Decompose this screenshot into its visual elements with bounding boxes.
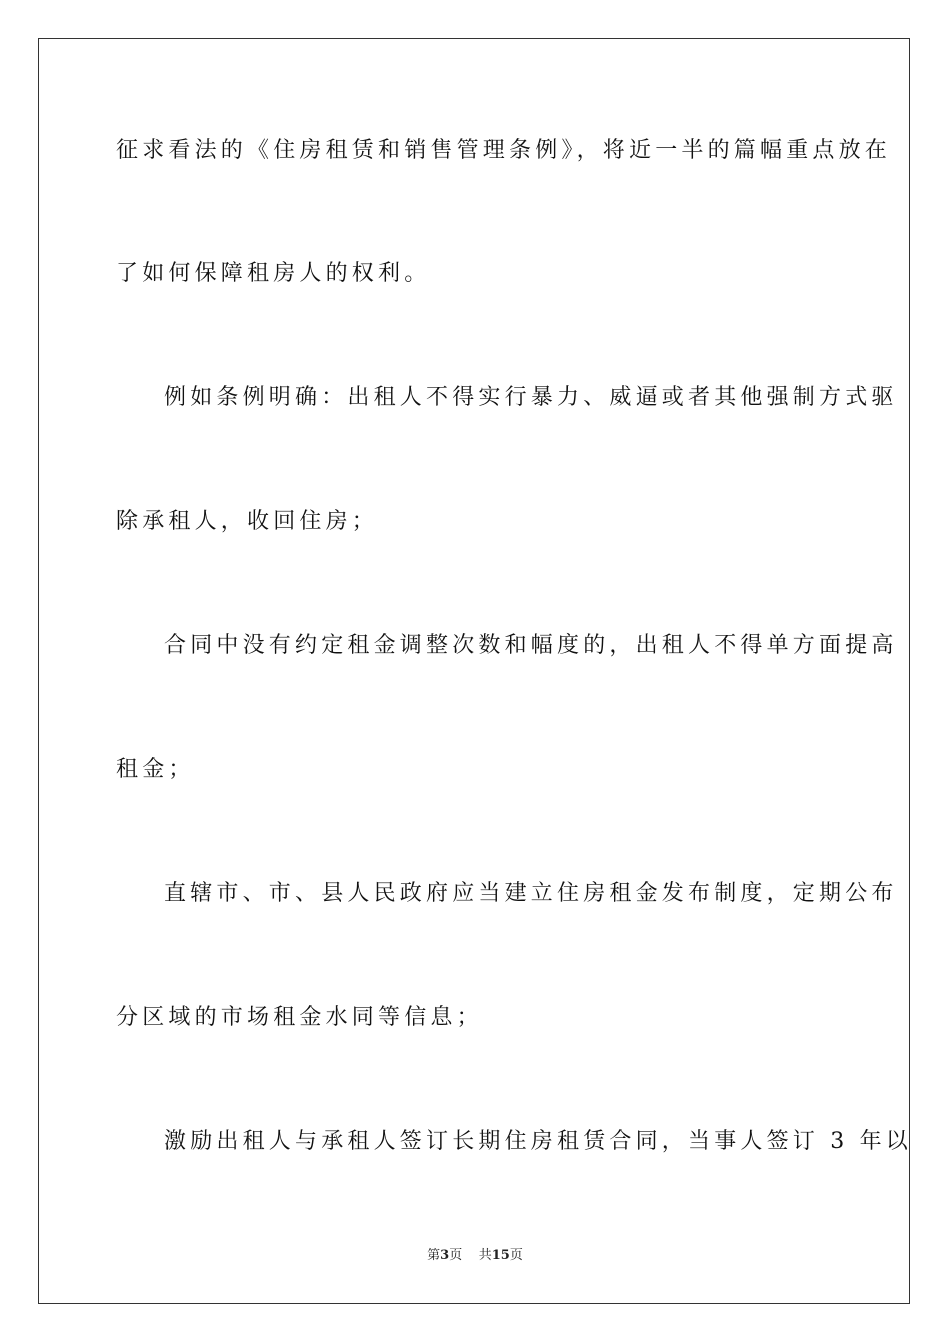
total-suffix: 页 (509, 1248, 523, 1263)
page-border (38, 38, 910, 1304)
page-prefix: 第 (427, 1248, 441, 1263)
page-footer (0, 1247, 950, 1265)
text-line-8: 分区域的市场租金水同等信息； (116, 1005, 483, 1030)
page-number: 3 (440, 1248, 450, 1263)
total-pages: 15 (491, 1248, 510, 1263)
text-line-3: 例如条例明确：出租人不得实行暴力、威逼或者其他强制方式驱 (164, 385, 898, 410)
text-line-9: 激励出租人与承租人签订长期住房租赁合同，当事人签订 3 年以 (164, 1129, 912, 1154)
text-line-5: 合同中没有约定租金调整次数和幅度的，出租人不得单方面提高 (164, 633, 898, 658)
page-suffix: 页 (449, 1248, 463, 1263)
text-line-2: 了如何保障租房人的权利。 (116, 261, 431, 286)
text-line-6: 租金； (116, 757, 195, 782)
text-line-4: 除承租人，收回住房； (116, 509, 379, 534)
total-prefix: 共 (478, 1248, 492, 1263)
text-line-7: 直辖市、市、县人民政府应当建立住房租金发布制度，定期公布 (164, 881, 898, 906)
text-line-1: 征求看法的《住房租赁和销售管理条例》，将近一半的篇幅重点放在 (116, 138, 892, 163)
